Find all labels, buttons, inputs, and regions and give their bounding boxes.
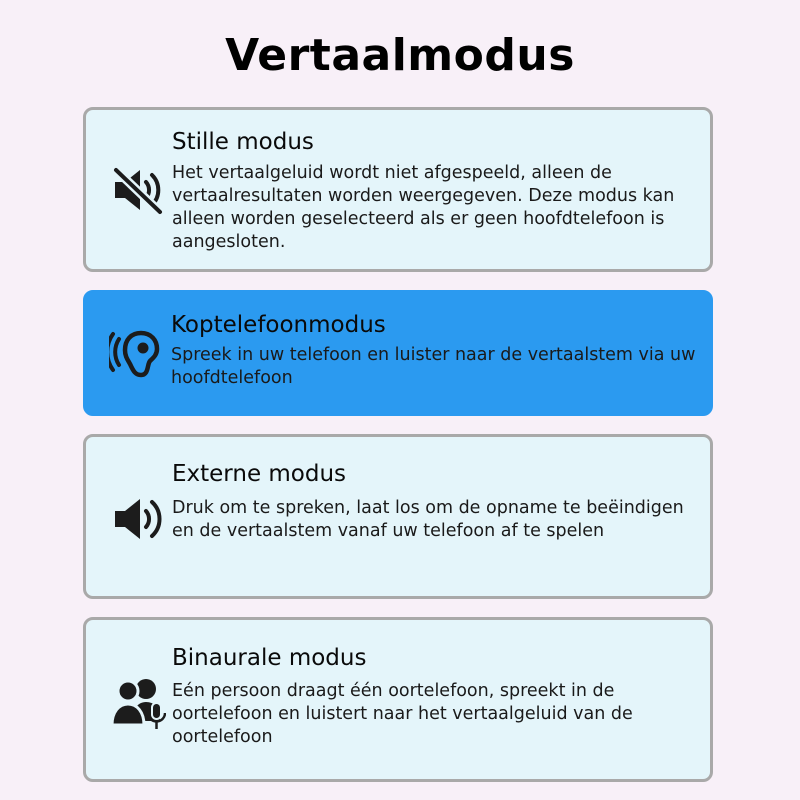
page-title: Vertaalmodus (225, 30, 575, 81)
mode-description: Spreek in uw telefoon en luister naar de vertaalstem via uw hoofdtelefoon (171, 345, 696, 388)
mode-option-binaural[interactable] (83, 617, 713, 782)
mode-description: Druk om te spreken, laat los om de opname te beëindigen en de vertaalstem vanaf uw telefoon af te spelen (172, 498, 684, 541)
speaker-muted-icon (110, 162, 166, 218)
mode-title: Koptelefoonmodus (171, 312, 386, 338)
mode-option-headphone[interactable] (83, 290, 713, 416)
mode-option-silent[interactable] (83, 107, 713, 272)
mode-title: Externe modus (172, 461, 347, 487)
users-microphone-icon (110, 675, 166, 731)
mode-title: Stille modus (172, 129, 314, 155)
mode-description: Het vertaalgeluid wordt niet afgespeeld, alleen de vertaalresultaten worden weergegeven. Deze modus kan alleen worden geselecteerd als er geen hoofdtelefoon is aangesloten. (172, 163, 675, 252)
ear-icon (109, 324, 165, 380)
mode-description: Eén persoon draagt één oortelefoon, spreekt in de oortelefoon en luistert naar het vertaalgeluid van de oortelefoon (172, 681, 633, 747)
mode-option-external[interactable] (83, 434, 713, 599)
speaker-icon (110, 491, 166, 547)
mode-title: Binaurale modus (172, 645, 367, 671)
